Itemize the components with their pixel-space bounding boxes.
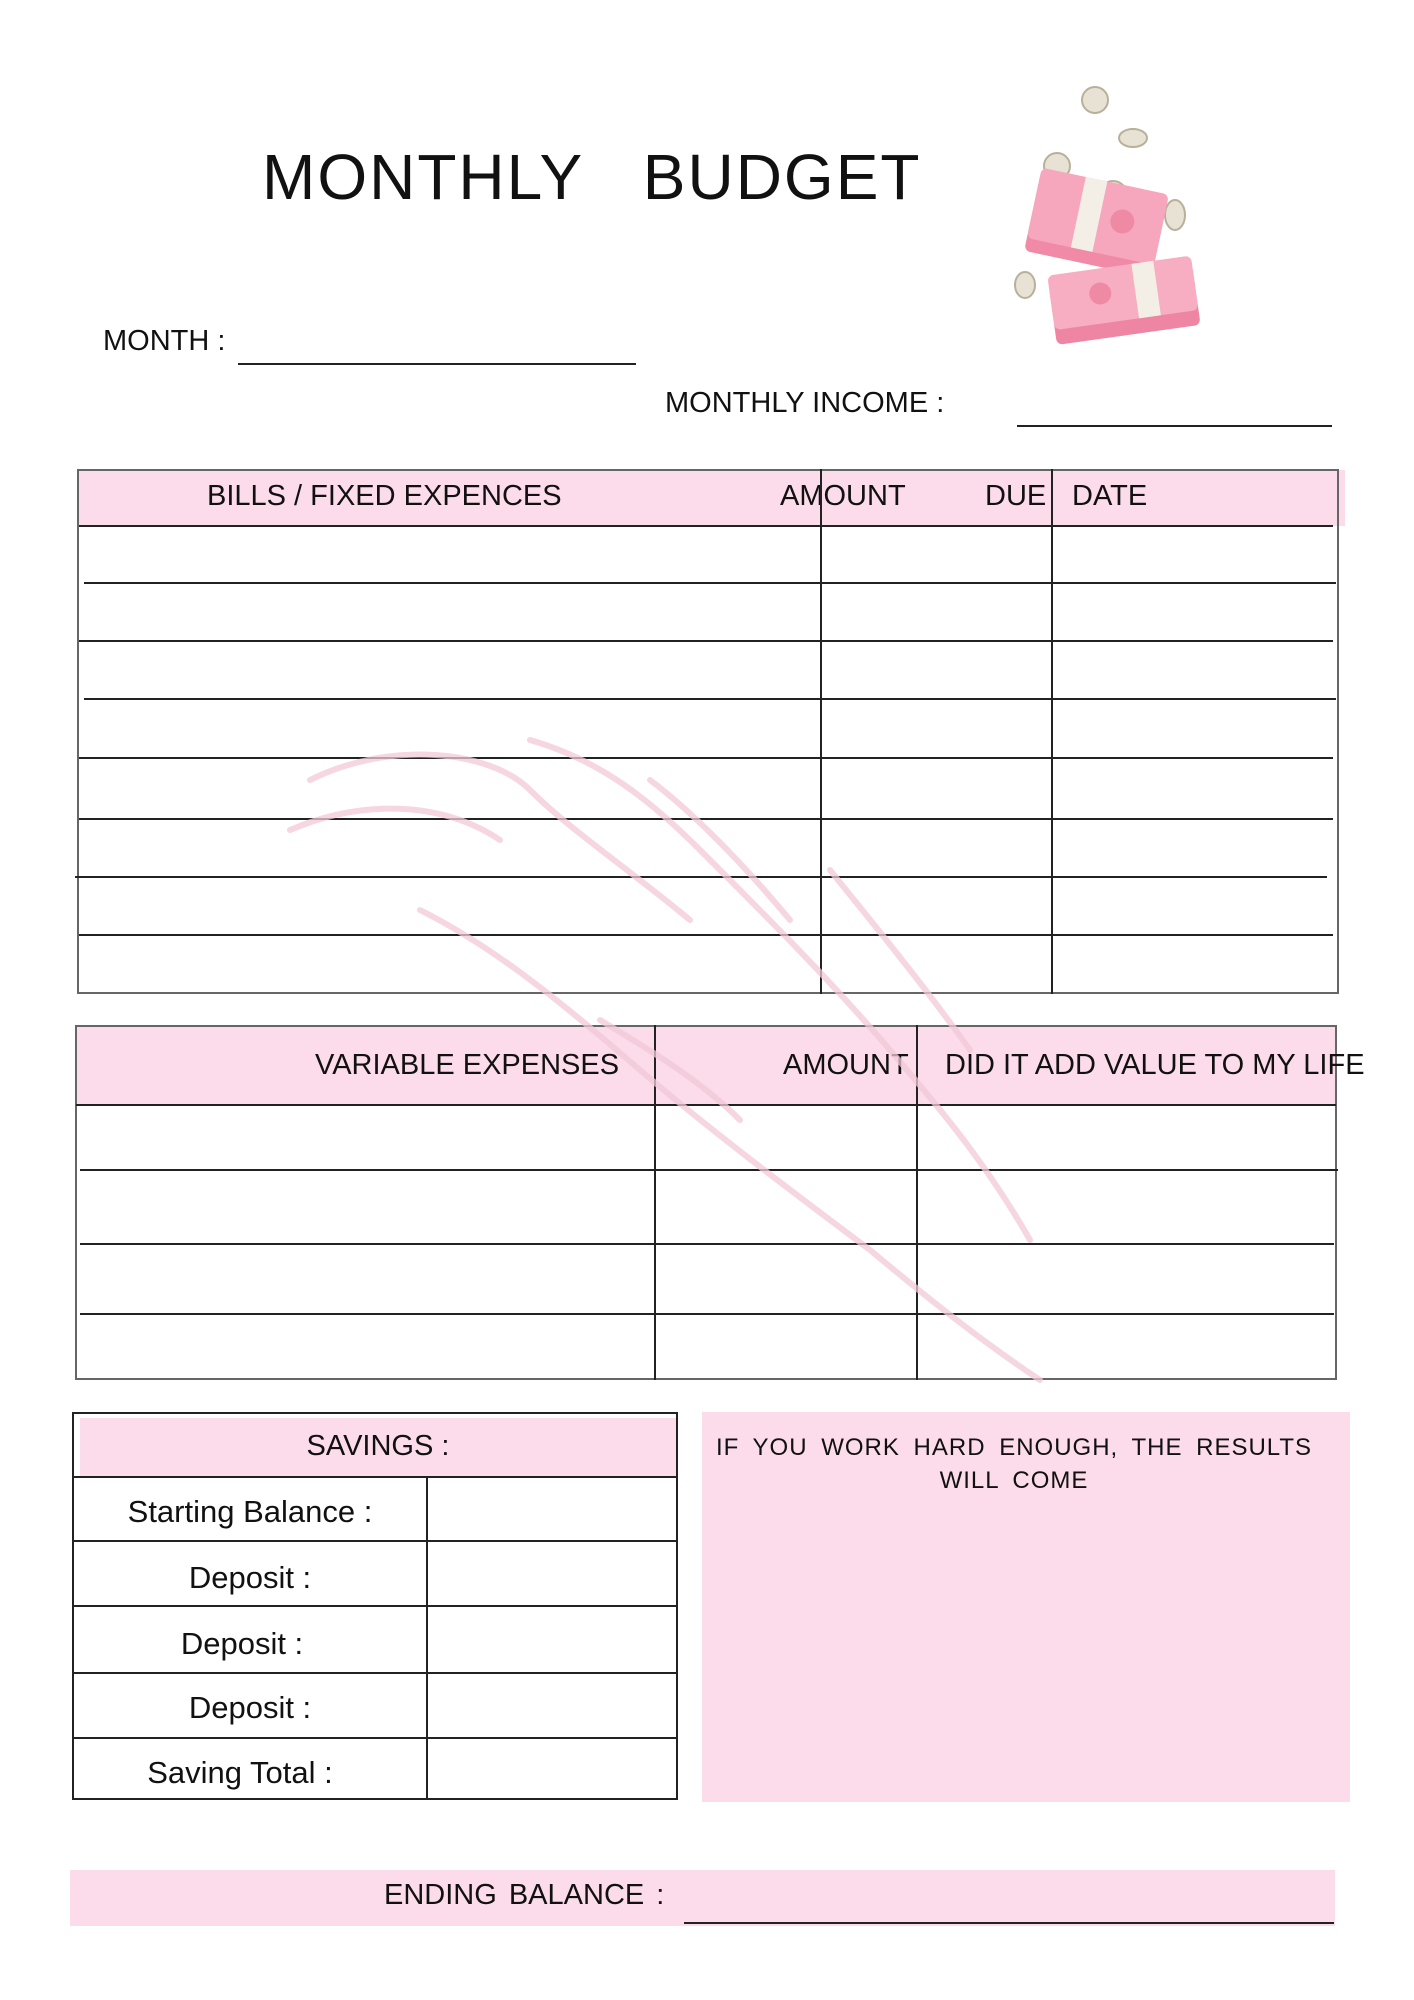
ending-balance-input-line[interactable] (684, 1922, 1334, 1924)
monthly-income-label: MONTHLY INCOME : (665, 387, 945, 419)
variable-col-amount: AMOUNT (783, 1049, 909, 1081)
quote-line-1: IF YOU WORK HARD ENOUGH, THE RESULTS (715, 1434, 1313, 1461)
quote-line-2: WILL COME (939, 1467, 1089, 1494)
bills-due-date-cells[interactable] (1053, 527, 1337, 992)
bills-col-expense: BILLS / FIXED EXPENCES (207, 480, 562, 512)
savings-value-cells[interactable] (428, 1478, 676, 1798)
variable-amount-cells[interactable] (656, 1106, 915, 1378)
month-label: MONTH : (103, 325, 226, 357)
variable-expense-cells[interactable] (77, 1106, 653, 1378)
savings-deposit-label: Deposit : (180, 1626, 304, 1661)
month-input-line[interactable] (238, 363, 636, 365)
variable-value-cells[interactable] (918, 1106, 1335, 1378)
savings-deposit-label: Deposit : (188, 1560, 312, 1595)
ending-balance-label: ENDING BALANCE : (384, 1879, 665, 1911)
page-title: MONTHLY BUDGET (262, 141, 922, 213)
variable-col-expense: VARIABLE EXPENSES (315, 1049, 620, 1081)
bills-expense-cells[interactable] (79, 527, 819, 992)
monthly-income-input-line[interactable] (1017, 425, 1332, 427)
bills-col-date: DATE (1072, 480, 1148, 512)
savings-title: SAVINGS : (306, 1430, 450, 1462)
savings-starting-balance-label: Starting Balance : (127, 1494, 373, 1529)
quote-text (702, 1431, 1326, 1497)
bills-col-due: DUE (985, 480, 1047, 512)
bills-amount-cells[interactable] (822, 527, 1050, 992)
money-stack-icon (1005, 80, 1225, 350)
bills-col-amount: AMOUNT (780, 480, 906, 512)
savings-total-label: Saving Total : (147, 1755, 333, 1790)
variable-col-value: DID IT ADD VALUE TO MY LIFE (945, 1049, 1365, 1081)
ending-balance-bar (70, 1870, 1335, 1926)
savings-deposit-label: Deposit : (188, 1690, 312, 1725)
